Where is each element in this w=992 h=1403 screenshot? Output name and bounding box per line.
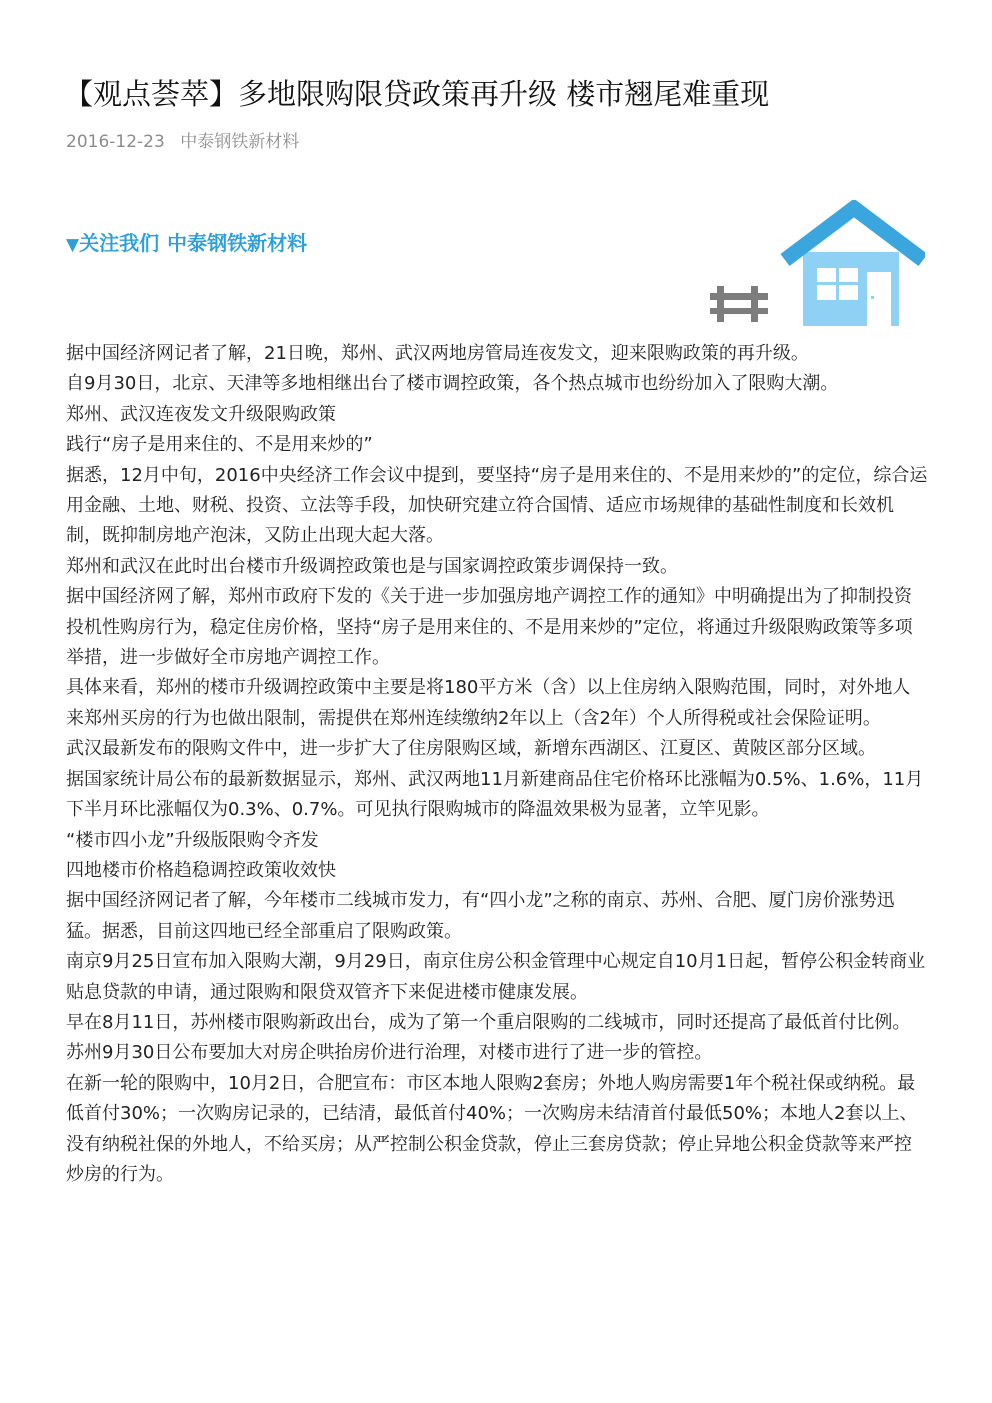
paragraph: 郑州和武汉在此时出台楼市升级调控政策也是与国家调控政策步调保持一致。 — [66, 555, 678, 577]
paragraph: 据中国经济网了解，郑州市政府下发的《关于进一步加强房地产调控工作的通知》中明确提出为了抑制投资投机性购房行为，稳定住房价格，坚持“房子是用来住的、不是用来炒的”定位，将通过升级限购政策等多项举措，进一步做好全市房地产调控工作。 — [66, 586, 913, 669]
follow-brand: 中泰钢铁新材料 — [167, 231, 308, 255]
article-body — [66, 339, 928, 1190]
article-meta — [66, 131, 299, 153]
article-title: 【观点荟萃】多地限购限贷政策再升级 楼市翘尾难重现 — [64, 77, 770, 111]
source-account-link[interactable]: 中泰钢铁新材料 — [180, 132, 300, 152]
section-heading: 郑州、武汉连夜发文升级限购政策 — [66, 403, 336, 425]
section-subheading: 四地楼市价格趋稳调控政策收效快 — [66, 859, 336, 881]
paragraph: 据中国经济网记者了解，21日晚，郑州、武汉两地房管局连夜发文，迎来限购政策的再升级。 — [66, 343, 809, 364]
paragraph: 据中国经济网记者了解，今年楼市二线城市发力，有“四小龙”之称的南京、苏州、合肥、厦门房价涨势迅猛。据悉，目前这四地已经全部重启了限购政策。 — [66, 890, 895, 942]
follow-banner[interactable] — [66, 228, 307, 260]
triangle-down-icon: ▼ — [66, 235, 80, 255]
paragraph: 南京9月25日宣布加入限购大潮，9月29日，南京住房公积金管理中心规定自10月1日起，暂停公积金转商业贴息贷款的申请，通过限购和限贷双管齐下来促进楼市健康发展。 — [66, 951, 926, 1003]
fence-icon — [710, 286, 768, 322]
paragraph: 据国家统计局公布的最新数据显示，郑州、武汉两地11月新建商品住宅价格环比涨幅为0.5%、1.6%，11月下半月环比涨幅仅为0.3%、0.7%。可见执行限购城市的降温效果极为显著，立竿见影。 — [66, 768, 924, 821]
paragraph: 武汉最新发布的限购文件中，进一步扩大了住房限购区域，新增东西湖区、江夏区、黄陂区部分区域。 — [66, 738, 876, 760]
section-subheading: 践行“房子是用来住的、不是用来炒的” — [66, 434, 373, 456]
paragraph: 具体来看，郑州的楼市升级调控政策中主要是将180平方米（含）以上住房纳入限购范围，同时，对外地人来郑州买房的行为也做出限制，需提供在郑州连续缴纳2年以上（含2年）个人所得税或社会保险证明。 — [66, 677, 911, 729]
house-with-fence-icon — [705, 200, 925, 330]
paragraph: 早在8月11日，苏州楼市限购新政出台，成为了第一个重启限购的二线城市，同时还提高了最低首付比例。苏州9月30日公布要加大对房企哄抬房价进行治理，对楼市进行了进一步的管控。 — [66, 1011, 911, 1064]
paragraph: 自9月30日，北京、天津等多地相继出台了楼市调控政策，各个热点城市也纷纷加入了限购大潮。 — [66, 373, 839, 395]
paragraph: 在新一轮的限购中，10月2日，合肥宣布：市区本地人限购2套房；外地人购房需要1年个税社保或纳税。最低首付30%；一次购房记录的，已结清，最低首付40%；一次购房未结清首付最低50%；本地人2套以上、没有纳税社保的外地人，不给买房；从严控制公积金贷款，停止三套房贷款；停止异地公积金贷款等来严控炒房的行为。 — [66, 1072, 918, 1185]
house-icon — [785, 208, 923, 326]
paragraph: 据悉，12月中旬，2016中央经济工作会议中提到，要坚持“房子是用来住的、不是用来炒的”的定位，综合运用金融、土地、财税、投资、立法等手段，加快研究建立符合国情、适应市场规律的基础性制度和长效机制，既抑制房地产泡沫，又防止出现大起大落。 — [66, 464, 928, 547]
publish-date: 2016-12-23 — [66, 132, 165, 152]
follow-label: 关注我们 — [79, 231, 160, 255]
section-heading: “楼市四小龙”升级版限购令齐发 — [66, 829, 319, 851]
